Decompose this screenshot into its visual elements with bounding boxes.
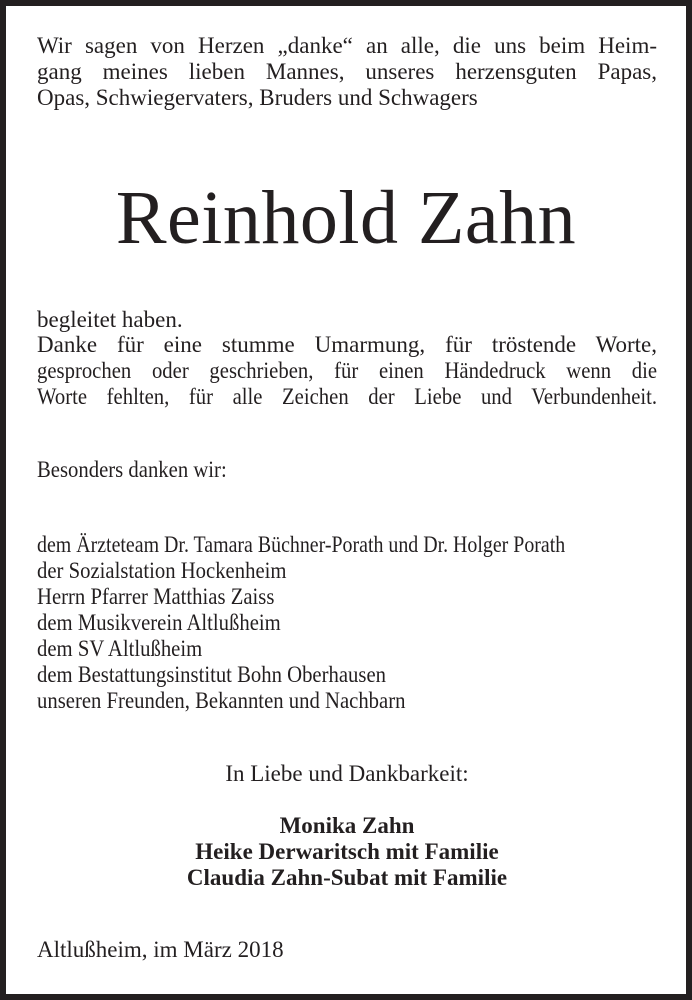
body-line-1: begleitet haben. <box>37 307 183 332</box>
body-line-4: Worte fehlten, für alle Zeichen der Liebe und Verbundenheit. <box>37 384 658 409</box>
thanks-item-7: unseren Freunden, Bekannten und Nachbarn <box>37 688 406 713</box>
deceased-name: Reinhold Zahn <box>115 176 577 260</box>
signatory-2: Heike Derwaritsch mit Familie <box>195 839 499 864</box>
intro-line-1: Wir sagen von Herzen „danke“ an alle, die uns beim Heim- <box>37 33 657 58</box>
thanks-item-2: der Sozialstation Hockenheim <box>37 558 287 583</box>
signatory-3: Claudia Zahn-Subat mit Familie <box>186 865 508 890</box>
thanks-item-6: dem Bestattungsinstitut Bohn Oberhausen <box>37 662 386 687</box>
closing-line: In Liebe und Dankbarkeit: <box>225 761 469 786</box>
intro-line-3: Opas, Schwiegervaters, Bruders und Schwagers <box>37 85 478 110</box>
body-line-2: Danke für eine stumme Umarmung, für tröstende Worte, <box>37 332 657 357</box>
body-line-3: gesprochen oder geschrieben, für einen Händedruck wenn die <box>37 358 658 383</box>
signatory-1: Monika Zahn <box>279 813 415 838</box>
place-date: Altlußheim, im März 2018 <box>37 937 284 962</box>
thanks-item-5: dem SV Altlußheim <box>37 636 203 661</box>
thanks-item-4: dem Musikverein Altlußheim <box>37 610 281 635</box>
thanks-item-1: dem Ärzteteam Dr. Tamara Büchner-Porath und Dr. Holger Porath <box>37 532 566 557</box>
intro-line-2: gang meines lieben Mannes, unseres herzensguten Papas, <box>37 59 657 84</box>
thanks-item-3: Herrn Pfarrer Matthias Zaiss <box>37 584 275 609</box>
special-thanks-heading: Besonders danken wir: <box>37 457 227 482</box>
